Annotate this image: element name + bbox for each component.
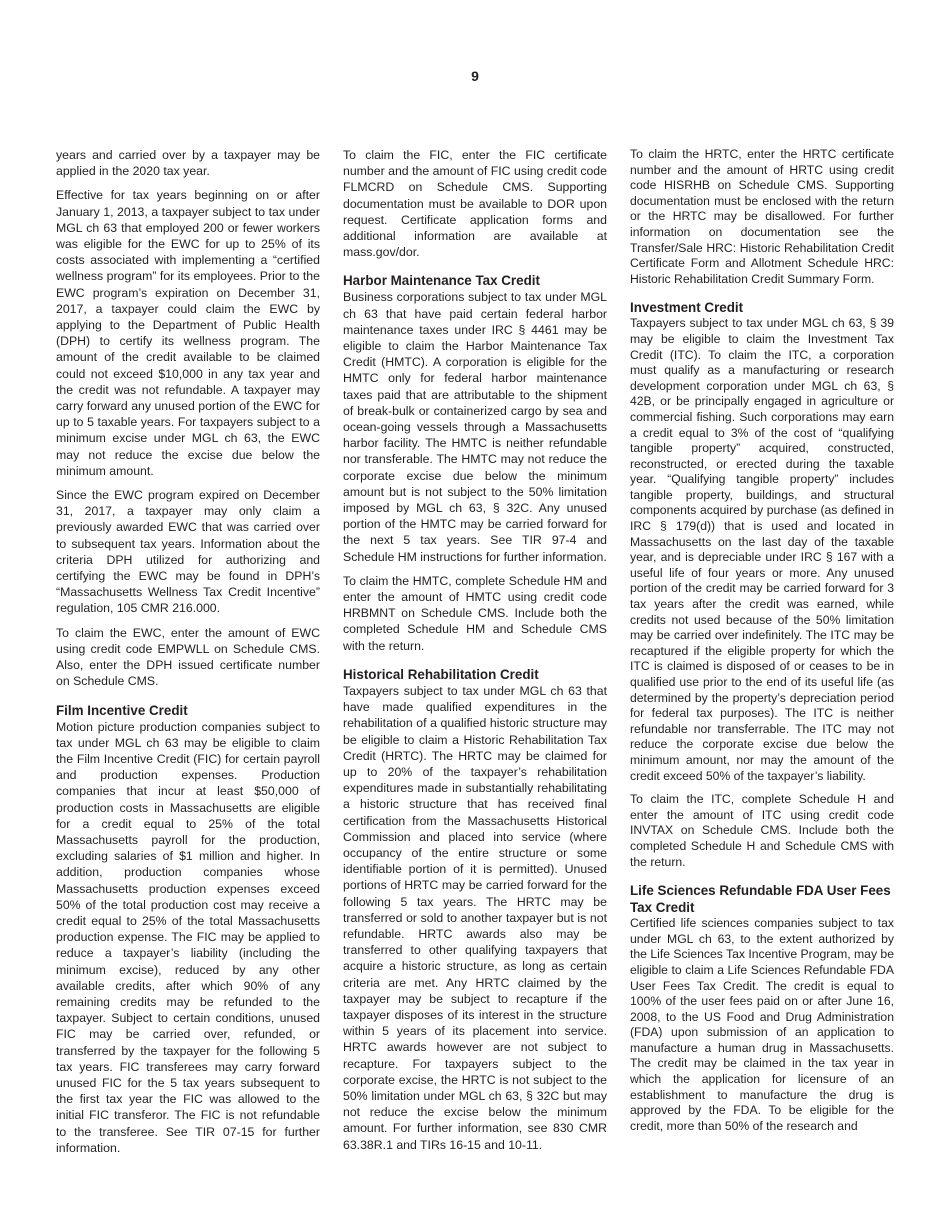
paragraph: To claim the HMTC, complete Schedule HM and enter the amount of HMTC using credit code HRBMNT on Schedule CMS. Include both the completed Schedule HM and Schedule CMS with the return.: [343, 573, 607, 653]
paragraph: years and carried over by a taxpayer may be applied in the 2020 tax year.: [56, 148, 320, 179]
page-number: 9: [471, 68, 479, 84]
paragraph: To claim the EWC, enter the amount of EWC using credit code EMPWLL on Schedule CMS. Also, enter the DPH issued certificate number on Schedule CMS.: [56, 625, 320, 689]
paragraph: Business corporations subject to tax under MGL ch 63 that have paid certain federal harbor maintenance taxes under IRC § 4461 may be eligible to claim the Harbor Maintenance Tax Credit (HMTC). A corporation is eligible for the HMTC only for federal harbor maintenance taxes paid that are attributable to the shipment of break-bulk or containerized cargo by sea and ocean-going vessels through a Massachusetts harbor facility. The HMTC is neither refundable nor transferable. The HMTC may not reduce the corporate excise due below the minimum amount but is not subject to the 50% limitation imposed by MGL ch 63, § 32C. Any unused portion of the HMTC may be carried forward for the next 5 tax years. See TIR 97-4 and Schedule HM instructions for further information.: [343, 290, 607, 564]
paragraph: Certified life sciences companies subject to tax under MGL ch 63, to the extent authorized by the Life Sciences Tax Incentive Program, may be eligible to claim a Life Sciences Refundable FDA User Fees Tax Credit. The credit is equal to 100% of the user fees paid on or after June 16, 2008, to the US Food and Drug Administration (FDA) upon submission of an application to manufacture a human drug in Massachusetts. The credit may be claimed in the tax year in which the application for licensure of an establishment to manufacture the drug is approved by the FDA. To be eligible for the credit, more than 50% of the research and: [630, 916, 894, 1133]
text-column-2: [343, 147, 607, 1161]
paragraph: To claim the HRTC, enter the HRTC certificate number and the amount of HRTC using credit code HISRHB on Schedule CMS. Supporting documentation must be enclosed with the return or the HRTC may be disallowed. For further information on documentation see the Transfer/Sale HRC: Historic Rehabilitation Credit Certificate Form and Allotment Schedule HRC: Historic Rehabilitation Credit Summary Form.: [630, 147, 894, 286]
section-heading-historical-rehabilitation-credit: Historical Rehabilitation Credit: [343, 666, 539, 682]
section-heading-life-sciences-fda-user-fees-credit: Life Sciences Refundable FDA User Fees Tax Credit: [630, 883, 891, 916]
section-heading-film-incentive-credit: Film Incentive Credit: [56, 702, 188, 718]
paragraph: Taxpayers subject to tax under MGL ch 63, § 39 may be eligible to claim the Investment Tax Credit (ITC). To claim the ITC, a corporation must qualify as a manufacturing or research development corporation under MGL ch 63, § 42B, or be principally engaged in agriculture or commercial fishing. Such corporations may earn a credit equal to 3% of the cost of “qualifying tangible property” acquired, constructed, reconstructed, or erected during the taxable year. “Qualifying tangible property” includes tangible property, buildings, and structural components acquired by purchase (as defined in IRC § 179(d)) that is used and located in Massachusetts on the last day of the taxable year, and is depreciable under IRC § 167 with a useful life of four years or more. Any unused portion of the credit may be carried forward for 3 tax years after the credit was earned, while credits not used because of the 50% limitation may be carried over indefinitely. The ITC may be recaptured if the eligible property for which the ITC is claimed is disposed of or ceases to be in qualified use prior to the end of its useful life (as determined by the property’s depreciation period for federal tax purposes). The ITC is neither refundable nor transferrable. The ITC may not reduce the corporate excise due below the minimum amount, nor may the amount of the credit exceed 50% of the taxpayer’s liability.: [630, 316, 894, 783]
paragraph: To claim the ITC, complete Schedule H and enter the amount of ITC using credit code INVTAX on Schedule CMS. Include both the completed Schedule H and Schedule CMS with the return.: [630, 792, 894, 869]
paragraph: Taxpayers subject to tax under MGL ch 63 that have made qualified expenditures in the rehabilitation of a qualified historic structure may be eligible to claim a Historic Rehabilitation Tax Credit (HRTC). The HRTC may be claimed for up to 20% of the taxpayer’s rehabilitation expenditures made in substantially rehabilitating a historic structure that has received final certification from the Massachusetts Historical Commission and placed into service (where occupancy of the entire structure or some identifiable portion of it is permitted). Unused portions of HRTC may be carried forward for the following 5 tax years. The HRTC may be transferred or sold to another taxpayer but is not refundable. HRTC awards also may be transferred to other qualifying taxpayers that acquire a historic structure, as long as certain criteria are met. Any HRTC claimed by the taxpayer may be subject to recapture if the taxpayer disposes of its interest in the structure within 5 years of its placement into service. HRTC awards however are not subject to recapture. For taxpayers subject to the corporate excise, the HRTC is not subject to the 50% limitation under MGL ch 63, § 32C but may not reduce the excise below the minimum amount. For further information, see 830 CMR 63.38R.1 and TIRs 16-15 and 10-11.: [343, 683, 607, 1152]
section-heading-investment-credit: Investment Credit: [630, 300, 744, 316]
text-column-1: [56, 147, 320, 1164]
paragraph: To claim the FIC, enter the FIC certificate number and the amount of FIC using credit code FLMCRD on Schedule CMS. Supporting documentation must be available to DOR upon request. Certificate application forms and additional information are available at mass.gov/dor.: [343, 148, 607, 260]
paragraph: Effective for tax years beginning on or after January 1, 2013, a taxpayer subject to tax under MGL ch 63 that employed 200 or fewer workers was eligible for the EWC for up to 25% of its costs associated with implementing a “certified wellness program” for its employees. Prior to the EWC program’s expiration on December 31, 2017, a taxpayer could claim the EWC by applying to the Department of Public Health (DPH) to certify its wellness program. The amount of the credit available to be claimed could not exceed $10,000 in any tax year and the credit was not refundable. A taxpayer may carry forward any unused portion of the EWC for up to 5 taxable years. For taxpayers subject to a minimum excise under MGL ch 63, the EWC may not reduce the excise due below the minimum amount.: [56, 188, 320, 478]
paragraph: Motion picture production companies subject to tax under MGL ch 63 may be eligible to claim the Film Incentive Credit (FIC) for certain payroll and production expenses. Production companies that incur at least $50,000 of production costs in Massachusetts are eligible for a credit equal to 25% of the total Massachusetts payroll for the production, excluding salaries of $1 million and higher. In addition, production companies whose Massachusetts production expenses exceed 50% of the total production cost may receive a credit equal to 25% of the total Massachusetts production expense. The FIC may be applied to reduce a taxpayer’s liability (including the minimum excise), reduced by any other available credits, after which 90% of any remaining credits may be refunded to the taxpayer. Subject to certain conditions, unused FIC may be carried over, refunded, or transferred by the taxpayer for the following 5 tax years. FIC transferees may carry forward unused FIC for the 5 tax years subsequent to the first tax year the FIC was allowed to the initial FIC transferor. The FIC is not refundable to the transferee. See TIR 07-15 for further information.: [56, 719, 320, 1155]
paragraph: Since the EWC program expired on December 31, 2017, a taxpayer may only claim a previously awarded EWC that was carried over to subsequent tax years. Information about the criteria DPH utilized for authorizing and certifying the EWC may be found in DPH’s “Massachusetts Wellness Tax Credit Incentive” regulation, 105 CMR 216.000.: [56, 488, 320, 616]
text-column-3: [630, 147, 894, 1142]
section-heading-harbor-maintenance-tax-credit: Harbor Maintenance Tax Credit: [343, 273, 540, 289]
